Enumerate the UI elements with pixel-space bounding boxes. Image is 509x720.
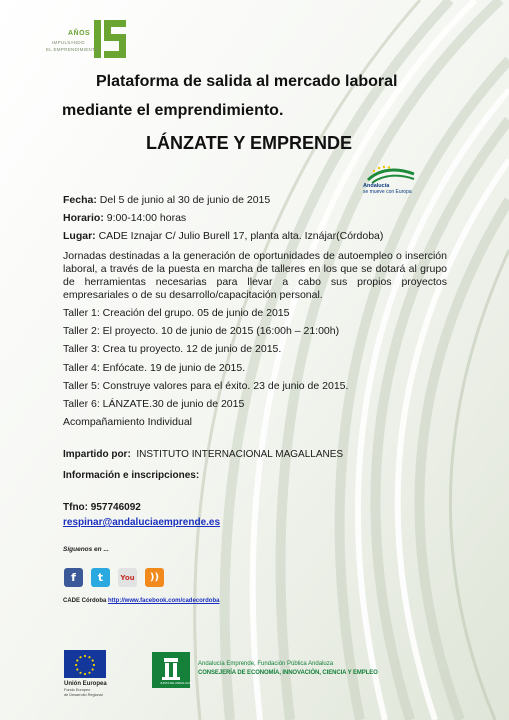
title-line-1: Plataforma de salida al mercado laboral <box>96 73 398 90</box>
taller-item: Acompañamiento Individual <box>63 416 192 429</box>
youtube-icon[interactable]: You <box>118 568 137 587</box>
lugar-label: Lugar: <box>63 230 96 242</box>
horario-label: Horario: <box>63 212 104 224</box>
twitter-icon[interactable]: t <box>91 568 110 587</box>
andalucia-logo-text-2: se mueve con Europa <box>363 189 412 195</box>
info-heading: Información e inscripciones: <box>63 470 200 481</box>
horario-row <box>63 212 186 225</box>
cade-row <box>63 598 219 604</box>
eu-subtitle-2: de Desarrollo Regional <box>64 693 103 697</box>
facebook-icon[interactable]: f <box>64 568 83 587</box>
title-line-2: mediante el emprendimiento. <box>62 102 284 119</box>
impartido-value: INSTITUTO INTERNACIONAL MAGALLANES <box>136 449 344 460</box>
talleres-list <box>63 304 348 431</box>
andalucia-logo-text-1: Andalucía <box>363 183 390 189</box>
logo-subtitle-2: EL EMPRENDIMIENTO <box>46 47 99 52</box>
fecha-label: Fecha: <box>63 194 97 206</box>
phone: Tfno: 957746092 <box>63 502 141 513</box>
taller-item: Taller 4: Enfócate. 19 de junio de 2015. <box>63 361 246 374</box>
junta-text: JUNTA DE ANDALUCIA <box>160 681 193 685</box>
impartido-label: Impartido por: <box>63 449 131 460</box>
taller-item: Taller 6: LÁNZATE.30 de junio de 2015 <box>63 397 245 410</box>
taller-item: Taller 3: Crea tu proyecto. 12 de junio de 2015. <box>63 343 282 356</box>
eu-subtitle-1: Fondo Europeo <box>64 688 91 692</box>
impartido-row <box>63 449 343 460</box>
lugar-row <box>63 230 383 243</box>
fecha-value: Del 5 de junio al 30 de junio de 2015 <box>99 194 271 206</box>
consejeria-text: CONSEJERÍA DE ECONOMÍA, INNOVACIÓN, CIENCIA Y EMPLEO <box>198 670 378 676</box>
fecha-row <box>63 194 270 207</box>
cade-facebook-link[interactable]: http://www.facebook.com/cadecordoba <box>108 598 220 604</box>
logo-anos-text: AÑOS <box>68 30 91 37</box>
title-main: LÁNZATE Y EMPRENDE <box>146 133 353 153</box>
rss-icon[interactable]: )) <box>145 568 164 587</box>
taller-item: Taller 2: El proyecto. 10 de junio de 2015 (16:00h – 21:00h) <box>63 325 340 338</box>
logo-subtitle-1: IMPULSANDO <box>52 40 85 45</box>
taller-item: Taller 5: Construye valores para el éxito. 23 de junio de 2015. <box>63 379 349 392</box>
taller-item: Taller 1: Creación del grupo. 05 de junio de 2015 <box>63 307 290 319</box>
lugar-value: CADE Iznajar C/ Julio Burell 17, planta alta. Iznájar(Córdoba) <box>98 230 384 242</box>
email-link[interactable]: respinar@andaluciaemprende.es <box>63 517 221 528</box>
follow-us-label: Síguenos en ... <box>63 546 109 553</box>
horario-value: 9:00-14:00 horas <box>106 212 187 224</box>
eu-title: Unión Europea <box>64 681 107 687</box>
fundacion-text: Andalucía Emprende, Fundación Pública Andaluza <box>198 661 334 667</box>
eu-flag-icon <box>64 650 106 678</box>
description: Jornadas destinadas a la generación de oportunidades de autoempleo o inserción laboral, a través de la puesta en marcha de talleres en los que se dotará al grupo de herramientas necesarias para llevar a cabo sus propios proyectos empresariales o de su desarrollo/capacitación personal. <box>63 250 447 301</box>
cade-label: CADE Córdoba <box>63 598 107 604</box>
